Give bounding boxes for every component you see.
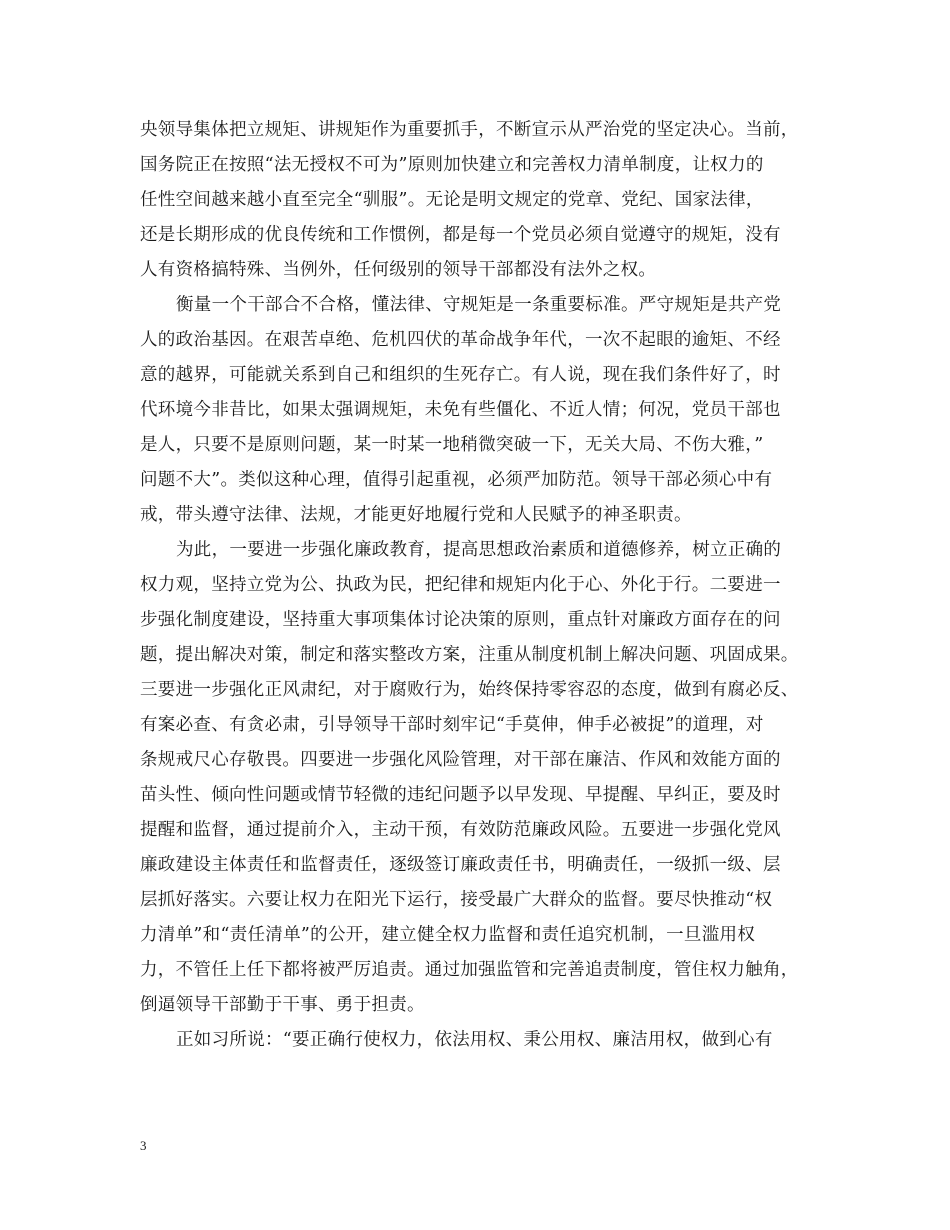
text-line: 国务院正在按照“法无授权不可为”原则加快建立和完善权力清单制度，让权力的 xyxy=(140,155,764,175)
text-line: 代环境今非昔比，如果太强调规矩，未免有些僵化、不近人情；何况，党员干部也 xyxy=(140,400,781,420)
text-line: 戒，带头遵守法律、法规，才能更好地履行党和人民赋予的神圣职责。 xyxy=(140,505,692,525)
text-line: 力，不管任上任下都将被严厉追责。通过加强监管和完善追责制度，管住权力触角， xyxy=(140,960,799,980)
paragraph-first-line: 为此，一要进一步强化廉政教育，提高思想政治素质和道德修养，树立正确的 xyxy=(176,540,782,560)
text-line: 条规戒尺心存敬畏。四要进一步强化风险管理，对干部在廉洁、作风和效能方面的 xyxy=(140,750,781,770)
text-line: 权力观，坚持立党为公、执政为民，把纪律和规矩内化于心、外化于行。二要进一 xyxy=(140,575,781,595)
text-line: 题，提出解决对策，制定和落实整改方案，注重从制度机制上解决问题、巩固成果。 xyxy=(140,645,799,665)
text-line: 力清单”和“责任清单”的公开，建立健全权力监督和责任追究机制，一旦滥用权 xyxy=(140,925,756,945)
text-line: 廉政建设主体责任和监督责任，逐级签订廉政责任书，明确责任，一级抓一级、层 xyxy=(140,855,781,875)
text-line: 人的政治基因。在艰苦卓绝、危机四伏的革命战争年代，一次不起眼的逾矩、不经 xyxy=(140,330,781,350)
paragraph-first-line: 衡量一个干部合不合格，懂法律、守规矩是一条重要标准。严守规矩是共产党 xyxy=(176,295,782,315)
text-line: 有案必查、有贪必肃，引导领导干部时刻牢记“手莫伸，伸手必被捉”的道理，对 xyxy=(140,715,764,735)
text-line: 倒逼领导干部勤于干事、勇于担责。 xyxy=(140,995,425,1015)
text-line: 是人，只要不是原则问题，某一时某一地稍微突破一下，无关大局、不伤大雅，” xyxy=(140,435,764,455)
text-line: 提醒和监督，通过提前介入，主动干预，有效防范廉政风险。五要进一步强化党风 xyxy=(140,820,781,840)
text-line: 问题不大”。类似这种心理，值得引起重视，必须严加防范。领导干部必须心中有 xyxy=(140,470,773,490)
text-line: 还是长期形成的优良传统和工作惯例，都是每一个党员必须自觉遵守的规矩，没有 xyxy=(140,225,781,245)
text-line: 意的越界，可能就关系到自己和组织的生死存亡。有人说，现在我们条件好了，时 xyxy=(140,365,781,385)
text-line: 苗头性、倾向性问题或情节轻微的违纪问题予以早发现、早提醒、早纠正，要及时 xyxy=(140,785,781,805)
text-line: 层抓好落实。六要让权力在阳光下运行，接受最广大群众的监督。要尽快推动“权 xyxy=(140,890,773,910)
text-line: 任性空间越来越小直至完全“驯服”。无论是明文规定的党章、党纪、国家法律， xyxy=(140,190,764,210)
text-line: 人有资格搞特殊、当例外，任何级别的领导干部都没有法外之权。 xyxy=(140,260,657,280)
text-line: 央领导集体把立规矩、讲规矩作为重要抓手，不断宣示从严治党的坚定决心。当前， xyxy=(140,120,799,140)
text-line: 三要进一步强化正风肃纪，对于腐败行为，始终保持零容忍的态度，做到有腐必反、 xyxy=(140,680,799,700)
text-line: 步强化制度建设，坚持重大事项集体讨论决策的原则，重点针对廉政方面存在的问 xyxy=(140,610,781,630)
page-number: 3 xyxy=(140,1138,147,1153)
paragraph-first-line: 正如习所说：“要正确行使权力，依法用权、秉公用权、廉洁用权，做到心有 xyxy=(176,1030,773,1050)
